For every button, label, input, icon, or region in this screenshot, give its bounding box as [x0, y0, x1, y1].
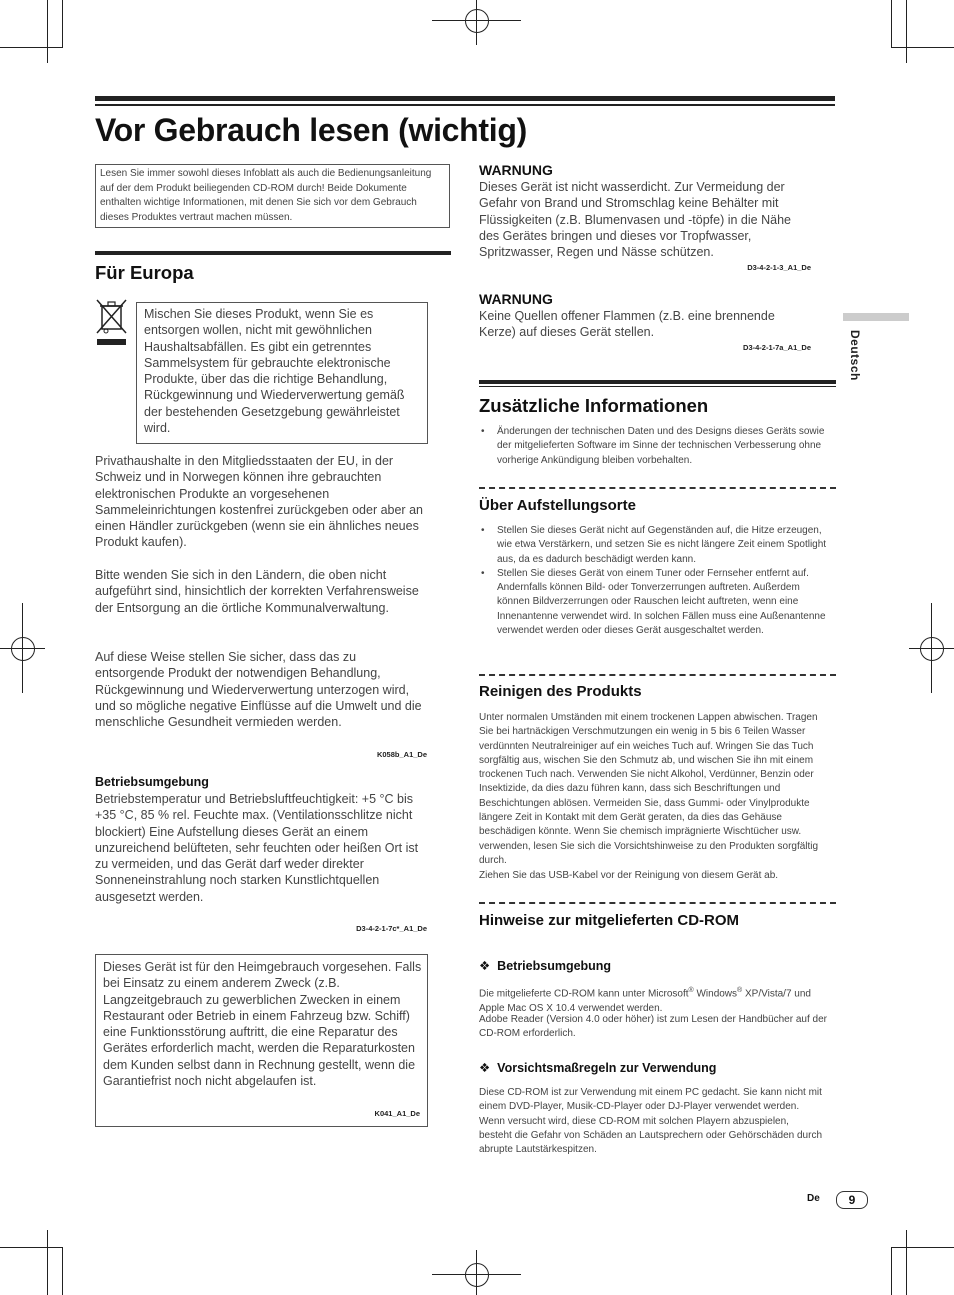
registration-mark: [465, 9, 489, 33]
crop-mark: [891, 1247, 954, 1248]
subheading-cd-betriebsumgebung: [479, 958, 611, 973]
crop-mark: [906, 0, 907, 63]
crop-mark: [432, 1274, 521, 1275]
crop-mark: [62, 0, 63, 48]
heading-cd-rom: Hinweise zur mitgelieferten CD-ROM: [479, 912, 740, 929]
paragraph: Adobe Reader (Version 4.0 oder höher) ist zum Lesen der Handbücher auf der CD-ROM erforderlich.: [479, 1014, 827, 1040]
diamond-icon: ❖: [479, 959, 491, 973]
paragraph: Privathaushalte in den Mitgliedsstaaten der EU, in der Schweiz und in Norwegen können ihre gebrauchten elektronischen Produkte an vorgesehenen Sammeleinrichtungen kostenfrei zurückgeben oder aber an einen Händler zurückgeben (wenn sie ein ähnliches neues Produkt kaufen).: [95, 454, 423, 550]
section-rule: [479, 386, 836, 387]
list-item: • Änderungen der technischen Daten und des Designs dieses Geräts sowie der mitgelieferten Software im Sinne der technischen Verbesserung ohne vorherige Ankündigung bleiben vorbehalten.: [479, 425, 829, 468]
subheading-betriebsumgebung: Betriebsumgebung: [95, 775, 209, 789]
bullet-list: [479, 425, 829, 468]
bullet-list: [479, 524, 834, 638]
heading-fuer-europa: Für Europa: [95, 262, 194, 283]
section-divider: [479, 674, 836, 676]
paragraph: Ziehen Sie das USB-Kabel vor der Reinigung von diesem Gerät ab.: [479, 870, 779, 881]
subheading-label: Betriebsumgebung: [497, 959, 612, 973]
doc-code: K041_A1_De: [374, 1109, 420, 1118]
section-divider: [479, 487, 836, 489]
paragraph: Auf diese Weise stellen Sie sicher, dass das zu entsorgende Produkt der notwendigen Behandlung, Rückgewinnung und Wiederverwertung unterzogen wird, und so mögliche negative Einflüsse auf die Umwelt und die menschliche Gesundheit vermieden werden.: [95, 650, 422, 730]
paragraph: Unter normalen Umständen mit einem trockenen Lappen abwischen. Tragen Sie bei hartnäckigen Verschmutzungen ein wenig in 5 bis 6 Teilen Wasser verdünnten Neutralreiniger auf ein weiches Tuch auf. Wringen Sie das Tuch sorgfältig aus, wischen Sie den Schmutz ab, und wischen Sie ihn mit einem trockenen Tuch nach. Verwenden Sie nicht Alkohol, Verdünner, Benzin oder Insektizide, da dies dazu führen kann, dass sich Beschriftungen und Beschichtungen ablösen. Vermeiden Sie, dass Gummi- oder Vinylprodukte längere Zeit in Kontakt mit dem Gerät geraten, da dies das Gehäuse beschädigen könnte. Wenn Sie chemisch imprägnierte Wischtücher usw. verwenden, lesen Sie sich die Vorsichtshinweise zu den Produkten sorgfältig durch.: [479, 712, 819, 866]
heading-reinigen: Reinigen des Produkts: [479, 683, 642, 700]
list-item: • Stellen Sie dieses Gerät nicht auf Gegenständen auf, die Hitze erzeugen, wie etwa Verstärkern, und setzen Sie es nicht längere Zeit einem Spotlight aus, da es dadurch beschädigt werden kann.: [479, 524, 834, 567]
crop-mark: [0, 648, 45, 649]
diamond-icon: ❖: [479, 1061, 491, 1075]
crop-mark: [891, 1247, 892, 1295]
crop-mark: [62, 1247, 63, 1295]
text-run: Windows: [693, 988, 738, 1000]
crop-mark: [909, 648, 954, 649]
crop-mark: [47, 0, 48, 63]
doc-code: K058b_A1_De: [376, 750, 427, 759]
section-rule: [95, 251, 451, 255]
subheading-vorsichtsmassregeln: [479, 1060, 716, 1075]
paragraph: Bitte wenden Sie sich in den Ländern, die oben nicht aufgeführt sind, hinsichtlich der korrekten Verfahrensweise der Entsorgung an die örtliche Kommunalverwaltung.: [95, 568, 419, 615]
language-tab: [843, 313, 909, 321]
crop-mark: [891, 47, 954, 48]
paragraph: Diese CD-ROM ist zur Verwendung mit einem PC gedacht. Sie kann nicht mit einem DVD-Player, Musik-CD-Player oder DJ-Player verwendet werden. Wenn versucht wird, diese CD-ROM mit solchen Playern abzuspielen, besteht die Gefahr von Schäden an Lautsprechern oder Gehörschäden durch abrupte Lautstärkespitzen.: [479, 1087, 823, 1156]
page-language: De: [807, 1193, 820, 1204]
language-tab-label: Deutsch: [848, 330, 862, 381]
registration-mark: [920, 637, 944, 661]
section-rule: [479, 380, 836, 384]
list-item: • Stellen Sie dieses Gerät von einem Tuner oder Fernseher entfernt auf. Andernfalls können Bild- oder Tonverzerrungen auftreten. Außerdem können Bildverzerrungen oder Rauschen leicht auftreten, wenn eine Innenantenne verwendet wird. In solchen Fällen muss eine Außenantenne verwendet werden oder dieses Gerät ausgeschaltet werden.: [479, 567, 834, 638]
weee-bin-icon: [95, 298, 128, 348]
warning-text: Dieses Gerät ist nicht wasserdicht. Zur Vermeidung der Gefahr von Brand und Stromschlag keine Behälter mit Flüssigkeiten (z.B. Blumenvasen und -töpfe) in die Nähe des Gerätes bringen und dieses vor Tropfwasser, Spritzwasser, Regen und Nässe schützen.: [479, 180, 791, 260]
crop-mark: [906, 1230, 907, 1295]
crop-mark: [476, 1250, 477, 1295]
registered-mark: ®: [737, 987, 743, 994]
crop-mark: [47, 1230, 48, 1295]
crop-mark: [0, 47, 63, 48]
crop-mark: [0, 1247, 63, 1248]
doc-code: D3-4-2-1-3_A1_De: [747, 263, 811, 272]
page-number: 9: [836, 1191, 868, 1209]
paragraph: Betriebstemperatur und Betriebsluftfeuchtigkeit: +5 °C bis +35 °C, 85 % rel. Feuchte max. (Ventilationsschlitze nicht blockiert) Eine Aufstellung dieses Gerät an einem unzureichend belüfteten, sehr feuchten oder heißen Ort ist zu vermeiden, und das Gerät darf weder direkter Sonneneinstrahlung noch starken Kunstlichtquellen ausgesetzt werden.: [95, 792, 419, 904]
warning-heading: WARNUNG: [479, 291, 553, 307]
doc-code: D3-4-2-1-7a_A1_De: [743, 343, 811, 352]
section-divider: [479, 902, 836, 904]
info-box: Lesen Sie immer sowohl dieses Infoblatt als auch die Bedienungsanleitung auf der dem Produkt beiliegenden CD-ROM durch! Beide Dokumente enthalten wichtige Informationen, mit denen Sie sich vor dem Gebrauch dieses Produktes vertraut machen müssen.: [95, 164, 450, 228]
warning-text: Keine Quellen offener Flammen (z.B. eine brennende Kerze) auf dieses Gerät stellen.: [479, 309, 775, 340]
crop-mark: [891, 0, 892, 48]
heading-zusaetzliche-informationen: Zusätzliche Informationen: [479, 395, 709, 416]
warning-heading: WARNUNG: [479, 162, 553, 178]
registration-mark: [465, 1263, 489, 1287]
registration-mark: [11, 637, 35, 661]
text-run: Die mitgelieferte CD-ROM kann unter Microsoft: [479, 988, 689, 1000]
crop-mark: [476, 0, 477, 45]
crop-mark: [432, 20, 521, 21]
registered-mark: ®: [688, 987, 694, 994]
home-use-text: Dieses Gerät ist für den Heimgebrauch vorgesehen. Falls bei Einsatz zu einem anderem Zweck (z.B. Langzeitgebrauch zu gewerblichen Zwecken in einem Restaurant oder Betrieb in einem Fahrzeug bzw. Schiff) eine Funktionsstörung auftritt, die eine Reparatur des Gerätes erforderlich macht, werden die Reparaturkosten dem Kunden selbst dann in Rechnung gestellt, wenn die Garantiefrist noch nicht abgelaufen ist.: [103, 960, 422, 1089]
page-title: Vor Gebrauch lesen (wichtig): [95, 112, 527, 148]
subheading-label: Vorsichtsmaßregeln zur Verwendung: [497, 1061, 717, 1075]
weee-text: Mischen Sie dieses Produkt, wenn Sie es entsorgen wollen, nicht mit gewöhnlichen Haushaltsabfällen. Es gibt ein getrenntes Sammelsystem für gebrauchte elektronische Produkte, über das die richtige Behandlung, Rückgewinnung und Wiederverwertung gemäß der bestehenden Gesetzgebung gewährleistet wird.: [144, 307, 405, 436]
header-rule: [95, 96, 835, 101]
doc-code: D3-4-2-1-7c*_A1_De: [356, 924, 427, 933]
text-run: XP/Vista/7 und Apple Mac OS X 10.4 verwendet werden.: [479, 988, 811, 1014]
heading-aufstellungsorte: Über Aufstellungsorte: [479, 497, 636, 514]
header-rule: [95, 104, 835, 106]
paragraph: [479, 984, 834, 1016]
